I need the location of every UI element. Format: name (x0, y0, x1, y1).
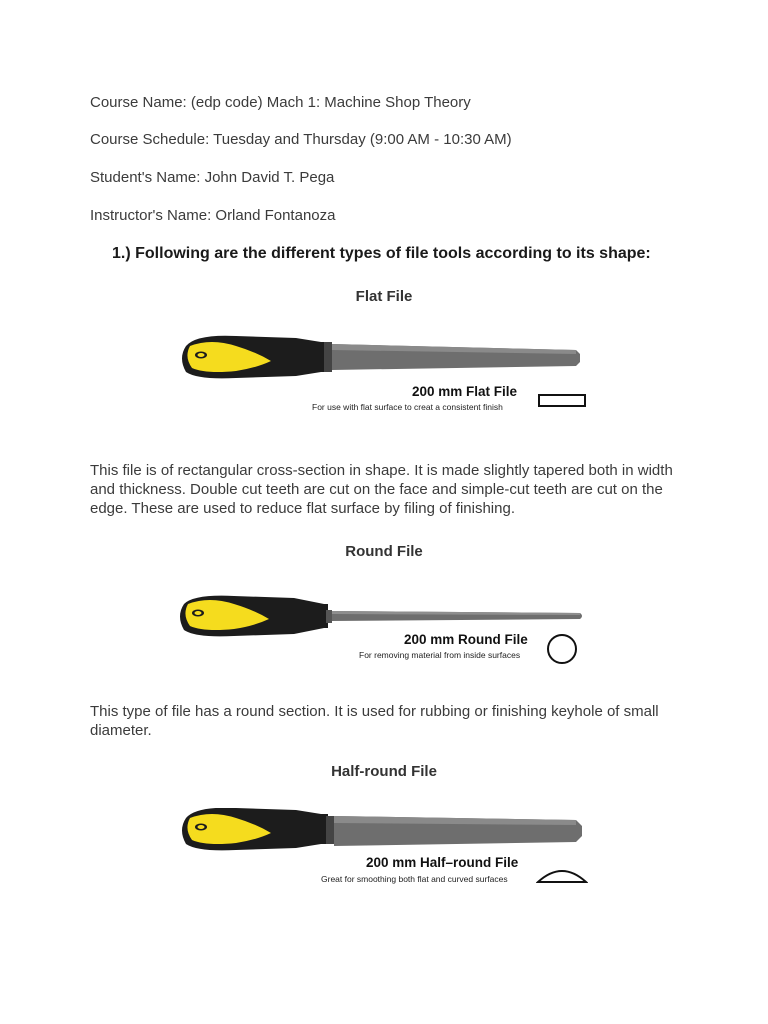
rectangle-outline-icon (538, 394, 588, 410)
course-name: Course Name: (edp code) Mach 1: Machine Shop Theory (90, 94, 471, 111)
half-round-file-title: Half-round File (331, 763, 437, 780)
round-file-title: Round File (345, 543, 423, 560)
half-round-file-illustration (176, 808, 596, 898)
flat-file-image (176, 328, 596, 412)
flat-file-description: This file is of rectangular cross-section in shape. It is made slightly tapered both in width and thickness. Double cut teeth are cut on the face and simple-cut teeth are cut on the edge. These are used to reduce flat surface by filing of finishing. (90, 462, 673, 517)
half-round-file-image (176, 808, 596, 888)
half-round-file-caption-sub: Great for smoothing both flat and curved surfaces (321, 874, 508, 884)
round-file-illustration (176, 588, 596, 678)
flat-file-caption-sub: For use with flat surface to creat a consistent finish (312, 402, 503, 412)
student-name: Student's Name: John David T. Pega (90, 169, 335, 186)
question-number: 1.) (112, 245, 131, 262)
question-text: Following are the different types of file tools according to its shape: (135, 245, 651, 262)
round-file-description: This type of file has a round section. It is used for rubbing or finishing keyhole of small diameter. (90, 703, 659, 739)
round-file-caption-sub: For removing material from inside surfaces (359, 650, 521, 660)
round-file-image (176, 588, 596, 668)
round-file-caption-title: 200 mm Round File (404, 632, 528, 647)
half-circle-outline-icon (536, 866, 588, 886)
question-heading (112, 244, 651, 264)
flat-file-title: Flat File (355, 288, 413, 305)
flat-file-caption-title: 200 mm Flat File (412, 384, 518, 399)
instructor-name: Instructor's Name: Orland Fontanoza (90, 207, 336, 224)
course-schedule: Course Schedule: Tuesday and Thursday (9:00 AM - 10:30 AM) (90, 131, 512, 148)
half-round-file-caption-title: 200 mm Half–round File (366, 855, 519, 870)
circle-outline-icon (546, 632, 580, 666)
